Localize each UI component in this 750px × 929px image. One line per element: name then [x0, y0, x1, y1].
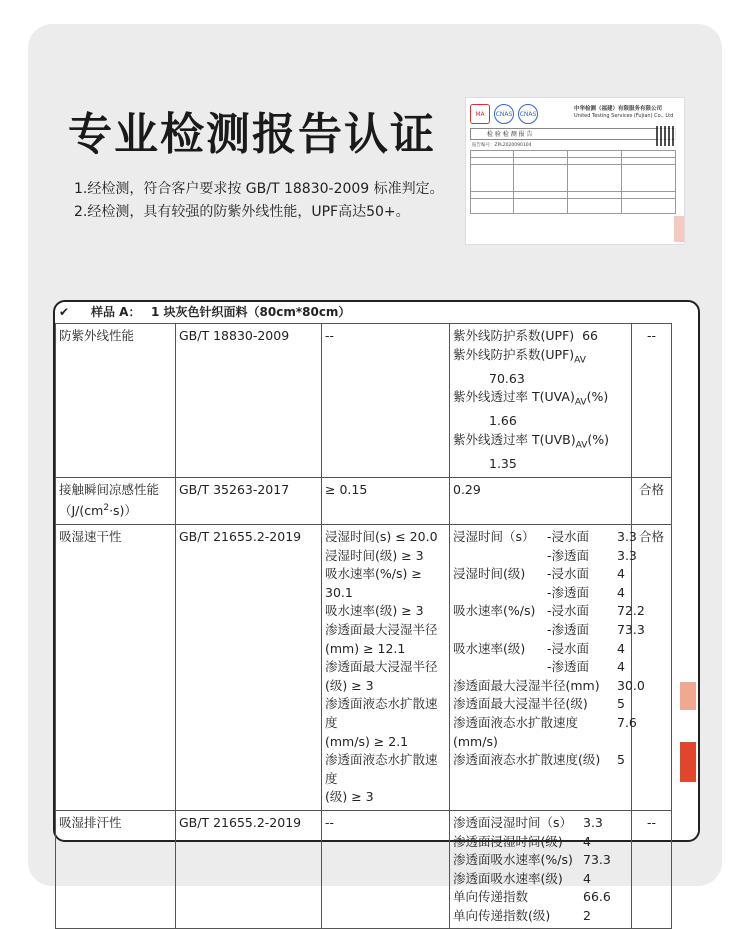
- note-1: 1.经检测，符合客户要求按 GB/T 18830-2009 标准判定。: [74, 181, 444, 197]
- cool-unit-a: （J/(cm: [59, 503, 104, 519]
- thumb-table: [470, 150, 676, 214]
- requirement-uv: --: [322, 324, 450, 478]
- result-cell: 4: [583, 870, 591, 886]
- stamp-mark-icon: [680, 682, 696, 710]
- result-line: [453, 677, 645, 696]
- item-dry: 吸湿速干性: [56, 525, 176, 811]
- item-cool-name: 接触瞬间凉感性能: [59, 481, 160, 497]
- result-line: [453, 658, 628, 677]
- result-cell: -渗透面: [547, 659, 590, 675]
- result-cell: 4: [617, 566, 625, 582]
- result-cell: [453, 621, 547, 640]
- result-cell: 渗透面吸水速率(%/s): [453, 852, 573, 868]
- result-cell: [453, 658, 547, 677]
- table-header: [55, 302, 698, 323]
- sample-label: 样品 A：: [91, 305, 141, 319]
- result-line: [453, 528, 637, 547]
- result-cell: 4: [617, 584, 625, 600]
- uv-r1-value: 66: [582, 328, 598, 343]
- result-cell: 7.6: [617, 714, 637, 730]
- requirement-line: 渗透面最大浸湿半径: [325, 659, 438, 675]
- requirement-sweat: --: [322, 810, 450, 929]
- result-cell: 渗透面最大浸湿半径(mm): [453, 677, 600, 693]
- cool-unit-sup: 2: [103, 503, 110, 514]
- result-uv: [450, 324, 632, 478]
- requirement-line: 吸水速率(%/s) ≥ 30.1: [325, 566, 422, 600]
- test-results-table: [53, 300, 700, 923]
- result-cell: 4: [617, 659, 625, 675]
- item-cool: [56, 477, 176, 524]
- result-cell: 单向传递指数(级): [453, 907, 551, 923]
- result-cell: 5: [617, 752, 625, 768]
- verdict-uv: --: [632, 324, 672, 478]
- result-line: [453, 714, 637, 751]
- result-line: [453, 870, 628, 889]
- standard-uv: GB/T 18830-2009: [176, 324, 322, 478]
- result-cell: 浸湿时间(级): [453, 566, 526, 582]
- result-cell: 30.0: [617, 677, 645, 693]
- uv-r4-value: 1.35: [489, 456, 517, 472]
- cnas-logo-icon-2: CNAS: [518, 104, 538, 124]
- result-line: [453, 565, 628, 584]
- sample-name: 1 块灰色针织面料（80cm*80cm）: [151, 305, 351, 319]
- uv-r3-label: 紫外线透过率 T(UVA): [453, 389, 575, 405]
- result-cell: 5: [617, 696, 625, 712]
- result-cell: 73.3: [583, 852, 611, 868]
- result-cell: 渗透面吸水速率(级): [453, 870, 563, 886]
- result-cell: 66.6: [583, 889, 611, 905]
- requirement-line: 渗透面最大浸湿半径: [325, 621, 438, 637]
- result-line: [453, 888, 628, 907]
- result-sweat: [450, 810, 632, 929]
- verdict-sweat: --: [632, 810, 672, 929]
- uv-r2-sub: AV: [574, 355, 586, 366]
- requirement-line: 浸湿时间(s) ≤ 20.0: [325, 529, 438, 544]
- result-line: [453, 833, 628, 852]
- table-row: [56, 477, 672, 524]
- result-line: [453, 602, 645, 621]
- red-stamp-icon: [674, 216, 684, 242]
- result-cool: 0.29: [450, 477, 632, 524]
- notes: [74, 178, 444, 224]
- org-name-en: United Testing Services (Fujian) Co., Ltd: [574, 113, 674, 119]
- result-cell: 3.3: [583, 814, 603, 830]
- requirement-line: (mm/s) ≥ 2.1: [325, 733, 409, 749]
- result-cell: 渗透面最大浸湿半径(级): [453, 696, 588, 712]
- check-icon: ✔: [59, 305, 70, 319]
- note-2: 2.经检测，具有较强的防紫外线性能，UPF高达50+。: [74, 204, 410, 220]
- result-line: [453, 621, 645, 640]
- result-cell: [453, 584, 547, 603]
- stamp-edge: [678, 682, 698, 832]
- result-cell: 单向传递指数: [453, 889, 529, 905]
- item-sweat: 吸湿排汗性: [56, 810, 176, 929]
- result-line: [453, 695, 628, 714]
- uv-r3-sub: AV: [574, 397, 587, 408]
- uv-r4-unit: (%): [587, 431, 610, 447]
- report-title: 检 验 检 测 报 告: [470, 128, 676, 140]
- report-number: 报告编号：ZPL2020090104: [472, 143, 532, 148]
- uv-r3-unit: (%): [586, 389, 609, 405]
- uv-r3-value: 1.66: [489, 413, 517, 429]
- result-cell: -渗透面: [547, 547, 590, 563]
- org-name: [574, 106, 680, 120]
- result-cell: 72.2: [617, 603, 645, 619]
- requirement-line: 渗透面液态水扩散速度: [325, 696, 438, 730]
- results-grid: [55, 323, 672, 929]
- org-name-zh: 中华检测（福建）有限服务有限公司: [574, 106, 663, 112]
- result-line: [453, 547, 637, 566]
- requirement-line: (级) ≥ 3: [325, 789, 374, 805]
- result-cell: 4: [617, 640, 625, 656]
- result-cell: -浸水面: [547, 529, 590, 544]
- verdict-dry: 合格: [632, 525, 672, 811]
- result-cell: -浸水面: [547, 566, 590, 582]
- requirement-dry: [322, 525, 450, 811]
- result-line: [453, 584, 628, 603]
- cnas-logo-icon: CNAS: [494, 104, 514, 124]
- uv-r2-value: 70.63: [489, 370, 525, 386]
- uv-r2-label: 紫外线防护系数(UPF): [453, 346, 575, 362]
- standard-cool: GB/T 35263-2017: [176, 477, 322, 524]
- requirement-cool: ≥ 0.15: [322, 477, 450, 524]
- page-title: 专业检测报告认证: [68, 109, 436, 160]
- result-cell: 渗透面浸湿时间（s）: [453, 814, 573, 830]
- result-cell: 渗透面浸湿时间(级): [453, 833, 563, 849]
- result-cell: 73.3: [617, 621, 645, 637]
- uv-r4-label: 紫外线透过率 T(UVB): [453, 431, 576, 447]
- result-cell: 3.3: [617, 547, 637, 563]
- result-cell: -渗透面: [547, 584, 590, 600]
- result-cell: 4: [583, 833, 591, 849]
- requirement-line: 渗透面液态水扩散速度: [325, 752, 438, 786]
- cool-unit-b: ·s)）: [109, 503, 137, 519]
- result-cell: -浸水面: [547, 603, 590, 619]
- result-cell: 吸水速率(级): [453, 640, 526, 656]
- ma-logo-icon: MA: [470, 104, 490, 124]
- requirement-line: 吸水速率(级) ≥ 3: [325, 603, 424, 619]
- uv-r4-sub: AV: [575, 440, 588, 451]
- cert-logos: [470, 104, 538, 124]
- table-row: [56, 324, 672, 478]
- table-row: [56, 525, 672, 811]
- standard-dry: GB/T 21655.2-2019: [176, 525, 322, 811]
- uv-r1-label: 紫外线防护系数(UPF): [453, 328, 575, 343]
- qr-code-icon: [656, 126, 676, 146]
- stamp-mark-icon-2: [680, 742, 696, 782]
- standard-sweat: GB/T 21655.2-2019: [176, 810, 322, 929]
- result-line: [453, 851, 628, 870]
- result-cell: 渗透面液态水扩散速度(级): [453, 752, 601, 768]
- verdict-cool: 合格: [632, 477, 672, 524]
- result-cell: 浸湿时间（s）: [453, 529, 535, 544]
- requirement-line: (级) ≥ 3: [325, 677, 374, 693]
- result-cell: 渗透面液态水扩散速度(mm/s): [453, 714, 579, 749]
- result-dry: [450, 525, 645, 811]
- report-thumbnail[interactable]: [465, 97, 685, 245]
- result-cell: [453, 547, 547, 566]
- result-line: [453, 907, 628, 926]
- result-cell: 吸水速率(%/s): [453, 603, 536, 619]
- requirement-line: (mm) ≥ 12.1: [325, 640, 406, 656]
- item-uv: 防紫外线性能: [56, 324, 176, 478]
- result-cell: 3.3: [617, 529, 637, 544]
- result-cell: 2: [583, 907, 591, 923]
- result-line: [453, 751, 628, 770]
- result-line: [453, 814, 628, 833]
- result-line: [453, 640, 628, 659]
- result-cell: -浸水面: [547, 640, 590, 656]
- requirement-line: 浸湿时间(级) ≥ 3: [325, 547, 424, 563]
- result-cell: -渗透面: [547, 621, 590, 637]
- table-row: [56, 810, 672, 929]
